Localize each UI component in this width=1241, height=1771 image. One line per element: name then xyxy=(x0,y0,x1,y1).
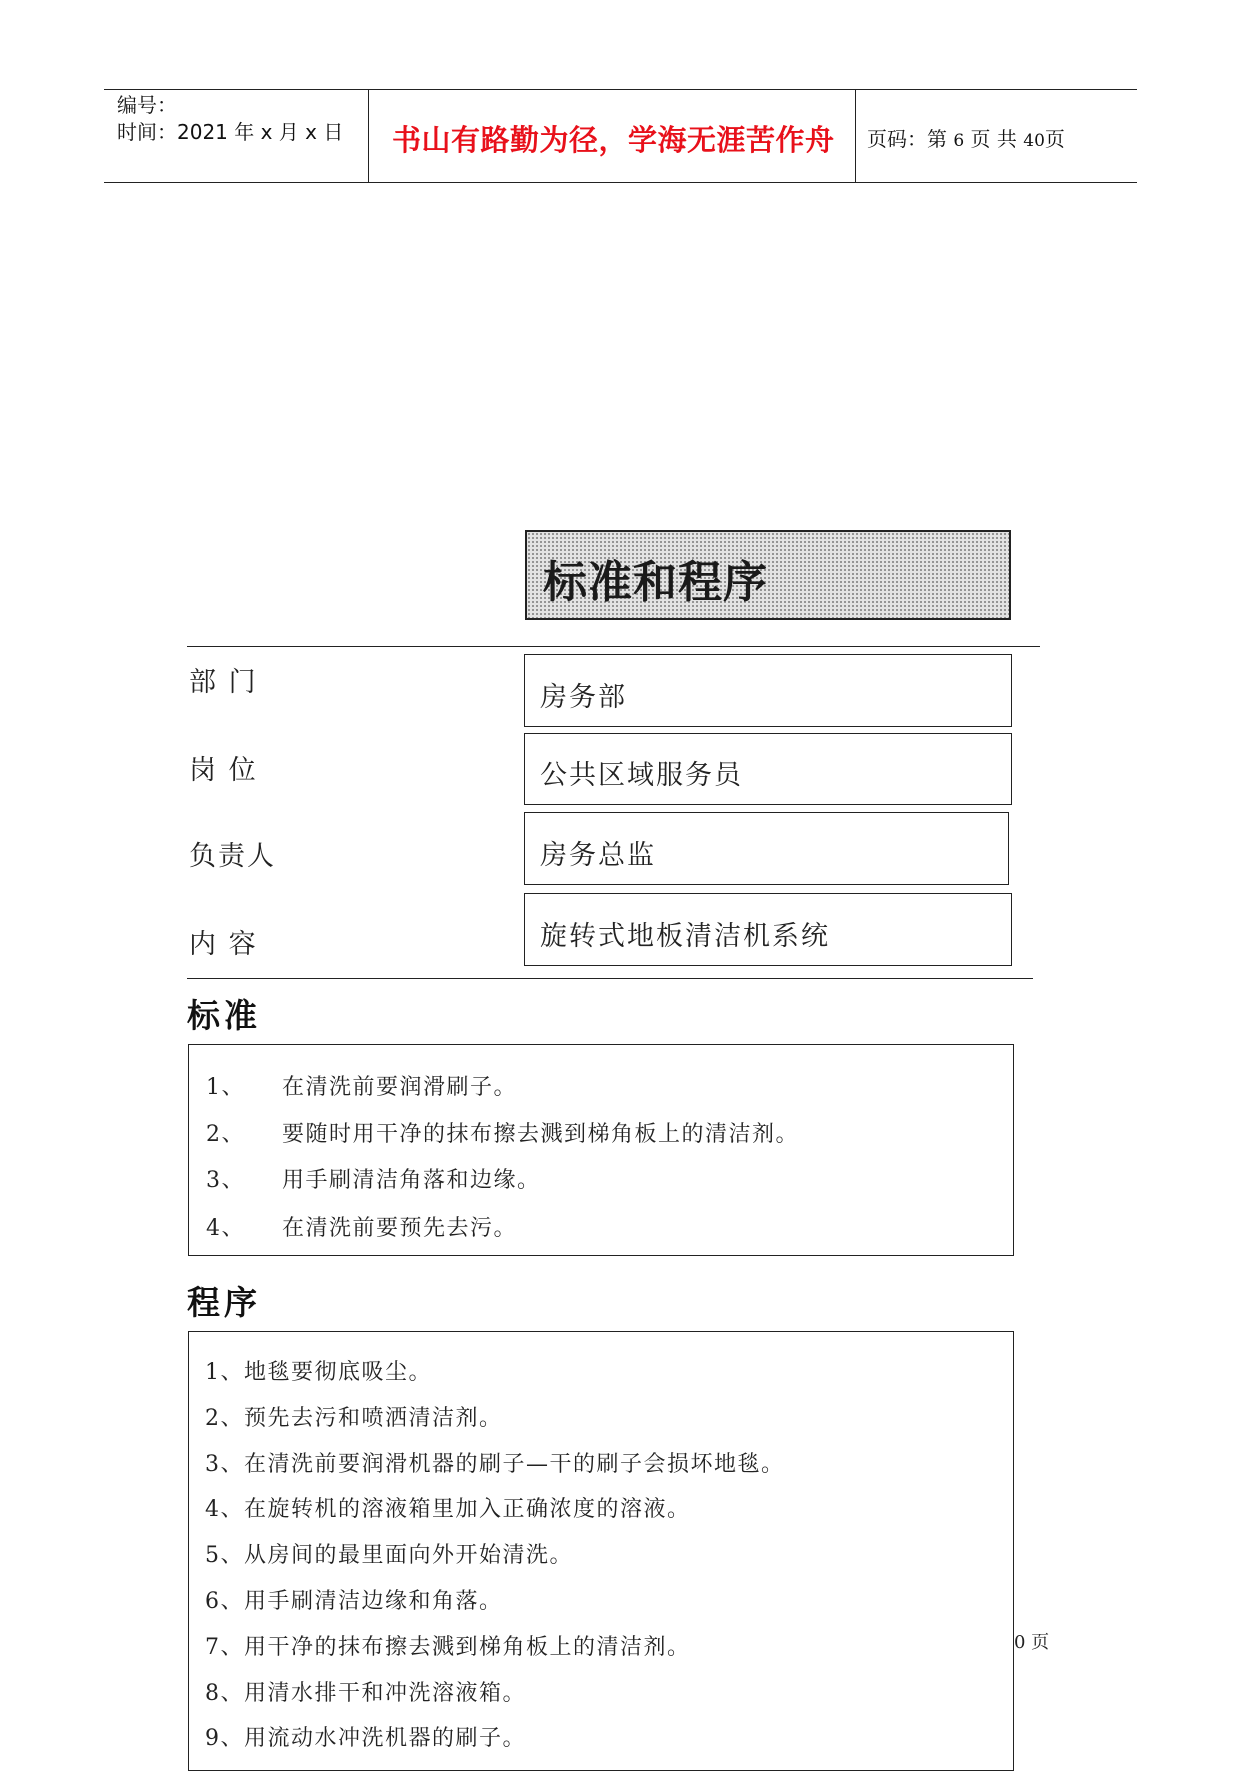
content-label: 内 容 xyxy=(189,929,258,960)
owner-value: 房务总监 xyxy=(540,840,656,871)
header-bottom-rule xyxy=(104,182,1137,183)
department-field xyxy=(524,654,1012,727)
info-bottom-rule xyxy=(187,978,1033,979)
page-middle: 页 共 xyxy=(970,127,1017,151)
standard-number: 3、 xyxy=(206,1168,245,1193)
header-divider-left xyxy=(368,89,369,182)
list-item: 2、预先去污和喷洒清洁剂。 xyxy=(205,1406,503,1431)
standards-heading: 标准 xyxy=(187,996,261,1035)
title-banner xyxy=(525,530,1011,620)
procedures-heading: 程序 xyxy=(187,1283,261,1322)
position-value: 公共区域服务员 xyxy=(540,760,743,791)
header-divider-right xyxy=(855,89,856,182)
page-suffix: 页 xyxy=(1044,127,1065,151)
standard-text: 在清洗前要预先去污。 xyxy=(282,1216,518,1241)
list-item: 9、用流动水冲洗机器的刷子。 xyxy=(205,1726,526,1751)
list-item: 7、用干净的抹布擦去溅到梯角板上的清洁剂。 xyxy=(205,1635,691,1660)
header-meta xyxy=(117,92,343,146)
position-label: 岗 位 xyxy=(189,755,258,786)
department-label: 部 门 xyxy=(189,667,258,698)
owner-field xyxy=(524,812,1009,885)
page-total: 40 xyxy=(1023,131,1045,151)
standard-text: 要随时用干净的抹布擦去溅到梯角板上的清洁剂。 xyxy=(282,1122,800,1147)
standard-text: 在清洗前要润滑刷子。 xyxy=(282,1075,518,1100)
department-value: 房务部 xyxy=(540,682,627,713)
owner-label: 负责人 xyxy=(189,841,276,872)
page-prefix: 页码：第 xyxy=(867,127,947,151)
header-top-rule xyxy=(104,89,1137,90)
content-value: 旋转式地板清洁机系统 xyxy=(540,921,830,952)
standard-number: 2、 xyxy=(206,1122,245,1147)
content-field xyxy=(524,893,1012,966)
standard-text: 用手刷清洁角落和边缘。 xyxy=(282,1168,541,1193)
standards-box xyxy=(188,1044,1014,1256)
banner-title: 标准和程序 xyxy=(543,557,768,608)
list-item: 3、在清洗前要润滑机器的刷子—干的刷子会损坏地毯。 xyxy=(205,1452,785,1477)
page-indicator xyxy=(867,123,1065,152)
document-time: 时间：2021 年 x 月 x 日 xyxy=(117,120,344,144)
list-item: 5、从房间的最里面向外开始清洗。 xyxy=(205,1543,573,1568)
standard-number: 1、 xyxy=(206,1075,245,1100)
header-motto: 书山有路勤为径，学海无涯苦作舟 xyxy=(392,123,835,157)
page-current: 6 xyxy=(953,131,965,151)
list-item: 6、用手刷清洁边缘和角落。 xyxy=(205,1589,503,1614)
document-number-label: 编号： xyxy=(117,93,177,117)
info-top-rule xyxy=(187,646,1040,647)
position-field xyxy=(524,733,1012,805)
list-item: 1、地毯要彻底吸尘。 xyxy=(205,1360,432,1385)
list-item: 4、在旋转机的溶液箱里加入正确浓度的溶液。 xyxy=(205,1497,691,1522)
list-item: 8、用清水排干和冲洗溶液箱。 xyxy=(205,1681,526,1706)
footer-page-fragment: 0 页 xyxy=(1014,1632,1050,1653)
standard-number: 4、 xyxy=(206,1216,245,1241)
